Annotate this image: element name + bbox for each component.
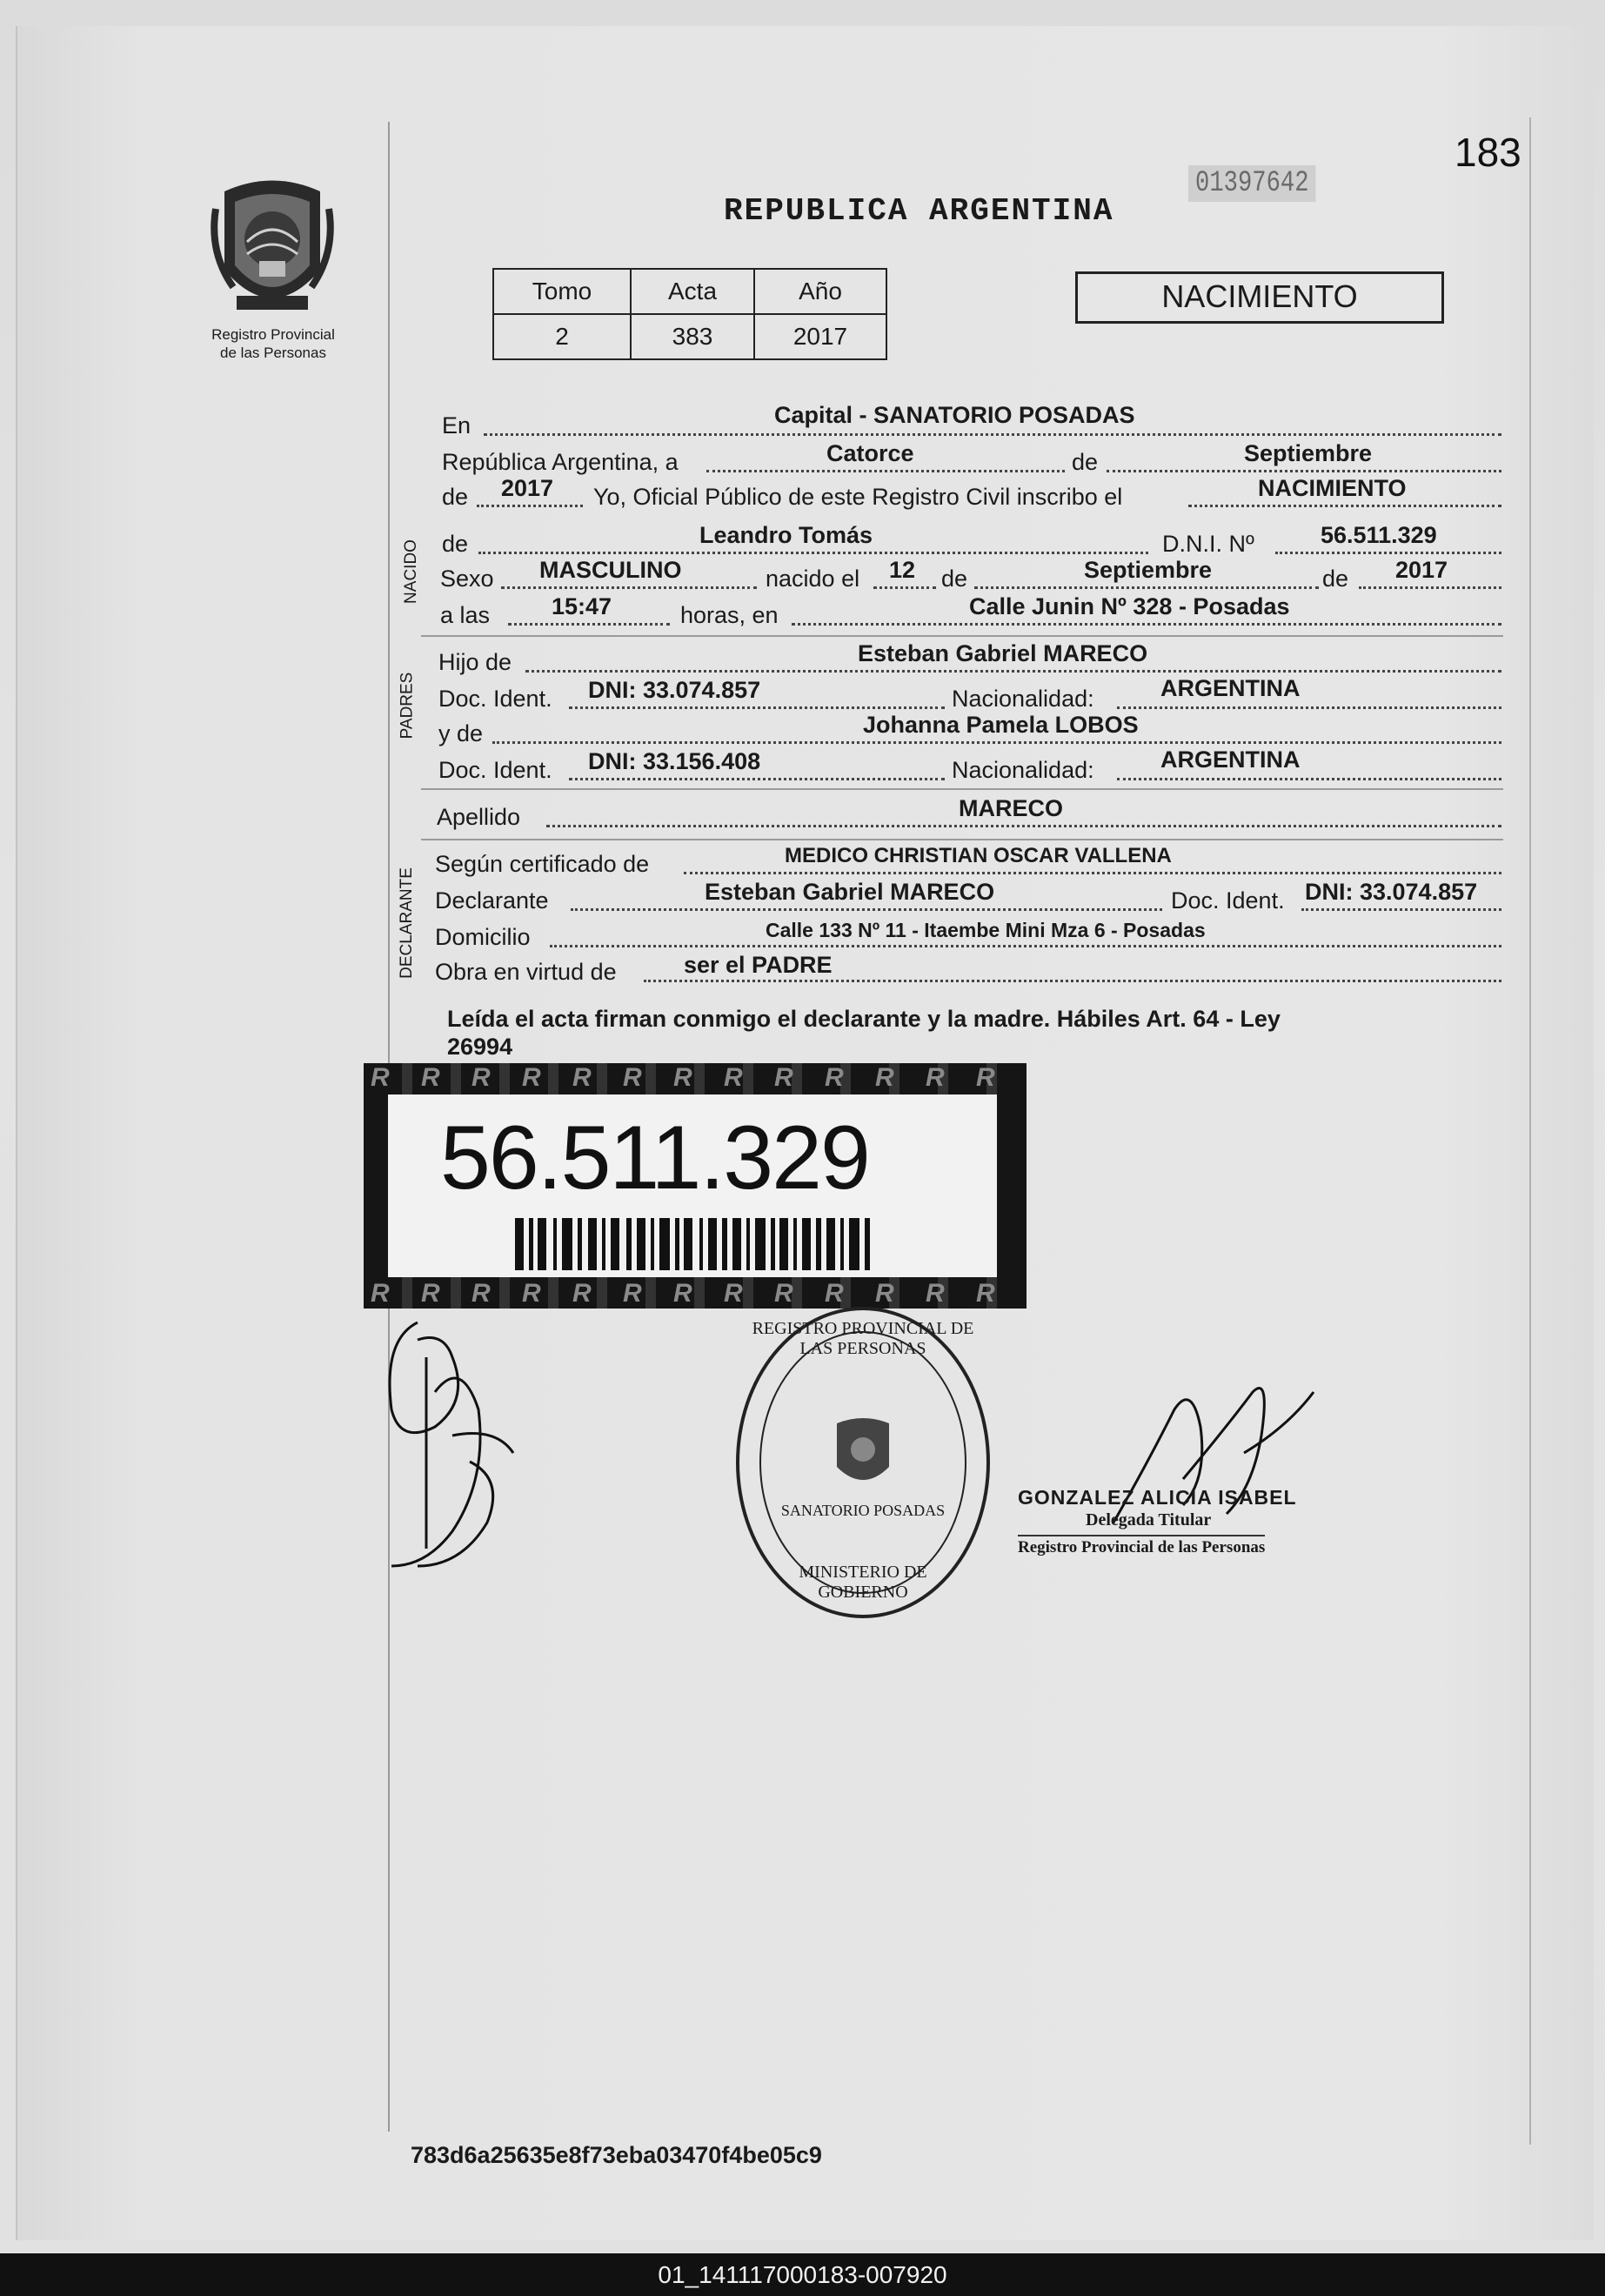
label-doc-padre: Doc. Ident.	[438, 686, 552, 712]
table-header-row	[493, 269, 886, 314]
value-obra: ser el PADRE	[684, 952, 833, 978]
sticker-pattern-letter: R	[471, 1279, 491, 1308]
official-office: Registro Provincial de las Personas	[1018, 1535, 1265, 1557]
anio-value: 2017	[754, 314, 886, 359]
label-doc-madre: Doc. Ident.	[438, 757, 552, 783]
value-hora: 15:47	[552, 593, 612, 619]
label-obra: Obra en virtud de	[435, 959, 617, 985]
dots-declarante	[571, 908, 1162, 911]
value-dia: Catorce	[826, 440, 914, 466]
sticker-pattern-letter: R	[371, 1279, 390, 1308]
sticker-pattern-letter: R	[724, 1063, 743, 1092]
separator-padres	[421, 788, 1503, 790]
dni-card	[388, 1094, 997, 1277]
sticker-pattern-letter: R	[926, 1279, 945, 1308]
official-name: GONZALEZ ALICIA ISABEL	[1018, 1486, 1297, 1509]
label-de-nac-anio: de	[1322, 566, 1349, 592]
section-nacido: NACIDO	[401, 539, 420, 604]
value-madre-nac: ARGENTINA	[1160, 746, 1301, 773]
value-apellido: MARECO	[959, 795, 1063, 821]
label-doc-declarante: Doc. Ident.	[1171, 887, 1285, 914]
official-role: Delegada Titular	[1086, 1510, 1212, 1530]
label-en: En	[442, 412, 471, 438]
closing-line1: Leída el acta firman conmigo el declarante y la madre. Hábiles Art. 64 - Ley	[447, 1006, 1281, 1032]
dots-nac-mes	[974, 586, 1319, 589]
dots-mes	[1107, 470, 1501, 472]
sticker-pattern-letter: R	[522, 1279, 541, 1308]
label-republica: República Argentina, a	[442, 449, 679, 475]
registry-name-line1: Registro Provincial	[211, 326, 335, 343]
dots-nac-dia	[873, 586, 936, 589]
value-sexo: MASCULINO	[539, 557, 682, 583]
registry-name-line2: de las Personas	[220, 345, 326, 361]
table-value-row	[493, 314, 886, 359]
seal-bottom-text: MINISTERIO DE GOBIERNO	[799, 1563, 927, 1602]
value-declarante: Esteban Gabriel MARECO	[705, 879, 995, 905]
sticker-pattern-letter: R	[875, 1063, 894, 1092]
value-nac-anio: 2017	[1395, 557, 1448, 583]
label-declarante: Declarante	[435, 887, 549, 914]
right-margin-line	[1529, 117, 1531, 2145]
value-nombre: Leandro Tomás	[699, 522, 873, 548]
label-apellido: Apellido	[437, 804, 521, 830]
sticker-pattern-letter: R	[421, 1279, 440, 1308]
label-de-nac-mes: de	[941, 566, 968, 592]
label-sexo: Sexo	[440, 566, 494, 592]
tomo-acta-anio-table	[492, 268, 887, 360]
value-declarante-doc: DNI: 33.074.857	[1305, 879, 1478, 905]
dni-sticker	[364, 1063, 1027, 1309]
value-madre-doc: DNI: 33.156.408	[588, 748, 761, 774]
dots-declarante-doc	[1301, 908, 1501, 911]
sticker-pattern-letter: R	[976, 1063, 995, 1092]
value-padre: Esteban Gabriel MARECO	[858, 640, 1148, 666]
sticker-pattern-letter: R	[875, 1279, 894, 1308]
sticker-pattern-letter: R	[371, 1063, 390, 1092]
acta-value: 383	[631, 314, 754, 359]
dots-lugar-nac	[792, 623, 1501, 626]
value-nac-mes: Septiembre	[1084, 557, 1213, 583]
value-anio: 2017	[501, 475, 554, 501]
sticker-pattern-letter: R	[572, 1063, 592, 1092]
value-padre-doc: DNI: 33.074.857	[588, 677, 761, 703]
sticker-pattern-letter: R	[623, 1063, 642, 1092]
closing-line2: 26994	[447, 1034, 513, 1060]
serial-number: 01397642	[1188, 165, 1316, 202]
dots-year	[477, 505, 583, 507]
label-yo: Yo, Oficial Público de este Registro Civil inscribo el	[593, 484, 1123, 510]
dots-apellido	[546, 825, 1501, 827]
sticker-pattern-letter: R	[774, 1279, 793, 1308]
sticker-pattern-letter: R	[572, 1279, 592, 1308]
declarant-signature	[365, 1305, 557, 1583]
label-segun: Según certificado de	[435, 851, 650, 877]
dots-padre-nac	[1117, 706, 1501, 709]
label-nac-padre: Nacionalidad:	[952, 686, 1094, 712]
label-de-nombre: de	[442, 531, 469, 557]
label-dni: D.N.I. Nº	[1162, 531, 1254, 557]
table-header-anio: Año	[754, 269, 886, 314]
dots-padre-doc	[569, 706, 945, 709]
sticker-pattern-letter: R	[825, 1279, 844, 1308]
official-seal	[736, 1307, 990, 1618]
table-header-tomo: Tomo	[493, 269, 631, 314]
dni-sticker-number: 56.511.329	[440, 1108, 869, 1208]
sticker-pattern-letter: R	[976, 1279, 995, 1308]
province-shield-icon	[207, 174, 338, 322]
dots-padre	[525, 670, 1501, 673]
seal-inner-text: SANATORIO POSADAS	[780, 1502, 946, 1519]
dots-domicilio	[550, 945, 1501, 947]
dots-madre-doc	[569, 778, 945, 780]
label-hijo-de: Hijo de	[438, 649, 512, 675]
sticker-pattern-letter: R	[623, 1279, 642, 1308]
sticker-pattern-letter: R	[471, 1063, 491, 1092]
table-header-acta: Acta	[631, 269, 754, 314]
dots-obra	[644, 980, 1501, 982]
value-lugar-nac: Calle Junin Nº 328 - Posadas	[969, 593, 1290, 619]
value-inscribe: NACIMIENTO	[1258, 475, 1407, 501]
dots-en	[484, 433, 1501, 436]
scan-footer-id: 01_141117000183-007920	[0, 2253, 1605, 2296]
value-mes: Septiembre	[1244, 440, 1373, 466]
label-a-las: a las	[440, 602, 491, 628]
label-nacido-el: nacido el	[766, 566, 860, 592]
label-de-mes: de	[1072, 449, 1099, 475]
value-lugar: Capital - SANATORIO POSADAS	[774, 402, 1135, 428]
document-title: REPUBLICA ARGENTINA	[724, 193, 1114, 229]
dots-hora	[508, 623, 670, 626]
document-type-box: NACIMIENTO	[1075, 271, 1444, 324]
separator-apellido	[421, 839, 1503, 840]
dots-madre	[492, 741, 1501, 744]
sticker-pattern-letter: R	[926, 1063, 945, 1092]
value-dni: 56.511.329	[1321, 522, 1437, 548]
seal-outer-text: REGISTRO PROVINCIAL DE LAS PERSONAS	[752, 1319, 974, 1358]
registry-name	[186, 325, 360, 362]
label-de-year: de	[442, 484, 469, 510]
value-padre-nac: ARGENTINA	[1160, 675, 1301, 701]
dots-dni	[1275, 552, 1501, 554]
dots-sexo	[501, 586, 757, 589]
tomo-value: 2	[493, 314, 631, 359]
value-madre: Johanna Pamela LOBOS	[863, 712, 1139, 738]
dots-nombre	[478, 552, 1148, 554]
label-horas-en: horas, en	[680, 602, 779, 628]
sticker-pattern-letter: R	[724, 1279, 743, 1308]
label-nac-madre: Nacionalidad:	[952, 757, 1094, 783]
registry-emblem	[207, 174, 338, 322]
sticker-pattern-letter: R	[825, 1063, 844, 1092]
label-domicilio: Domicilio	[435, 924, 531, 950]
dots-dia	[706, 470, 1065, 472]
sticker-pattern-letter: R	[673, 1063, 692, 1092]
dots-madre-nac	[1117, 778, 1501, 780]
section-padres: PADRES	[398, 672, 417, 740]
value-domicilio: Calle 133 Nº 11 - Itaembe Mini Mza 6 - Posadas	[766, 919, 1206, 941]
section-declarante: DECLARANTE	[397, 867, 416, 979]
value-nac-dia: 12	[889, 557, 916, 583]
barcode-icon	[515, 1218, 872, 1270]
document-hash: 783d6a25635e8f73eba03470f4be05c9	[411, 2142, 822, 2168]
dots-nac-anio	[1359, 586, 1501, 589]
separator-nacido	[421, 635, 1503, 637]
label-y-de: y de	[438, 720, 484, 746]
dots-certificado	[684, 872, 1501, 874]
page-number: 183	[1455, 130, 1521, 175]
sticker-pattern-letter: R	[421, 1063, 440, 1092]
sticker-pattern-letter: R	[673, 1279, 692, 1308]
dots-inscribe	[1188, 505, 1501, 507]
sticker-pattern-letter: R	[774, 1063, 793, 1092]
sticker-pattern-letter: R	[522, 1063, 541, 1092]
value-certificado: MEDICO CHRISTIAN OSCAR VALLENA	[785, 844, 1172, 867]
